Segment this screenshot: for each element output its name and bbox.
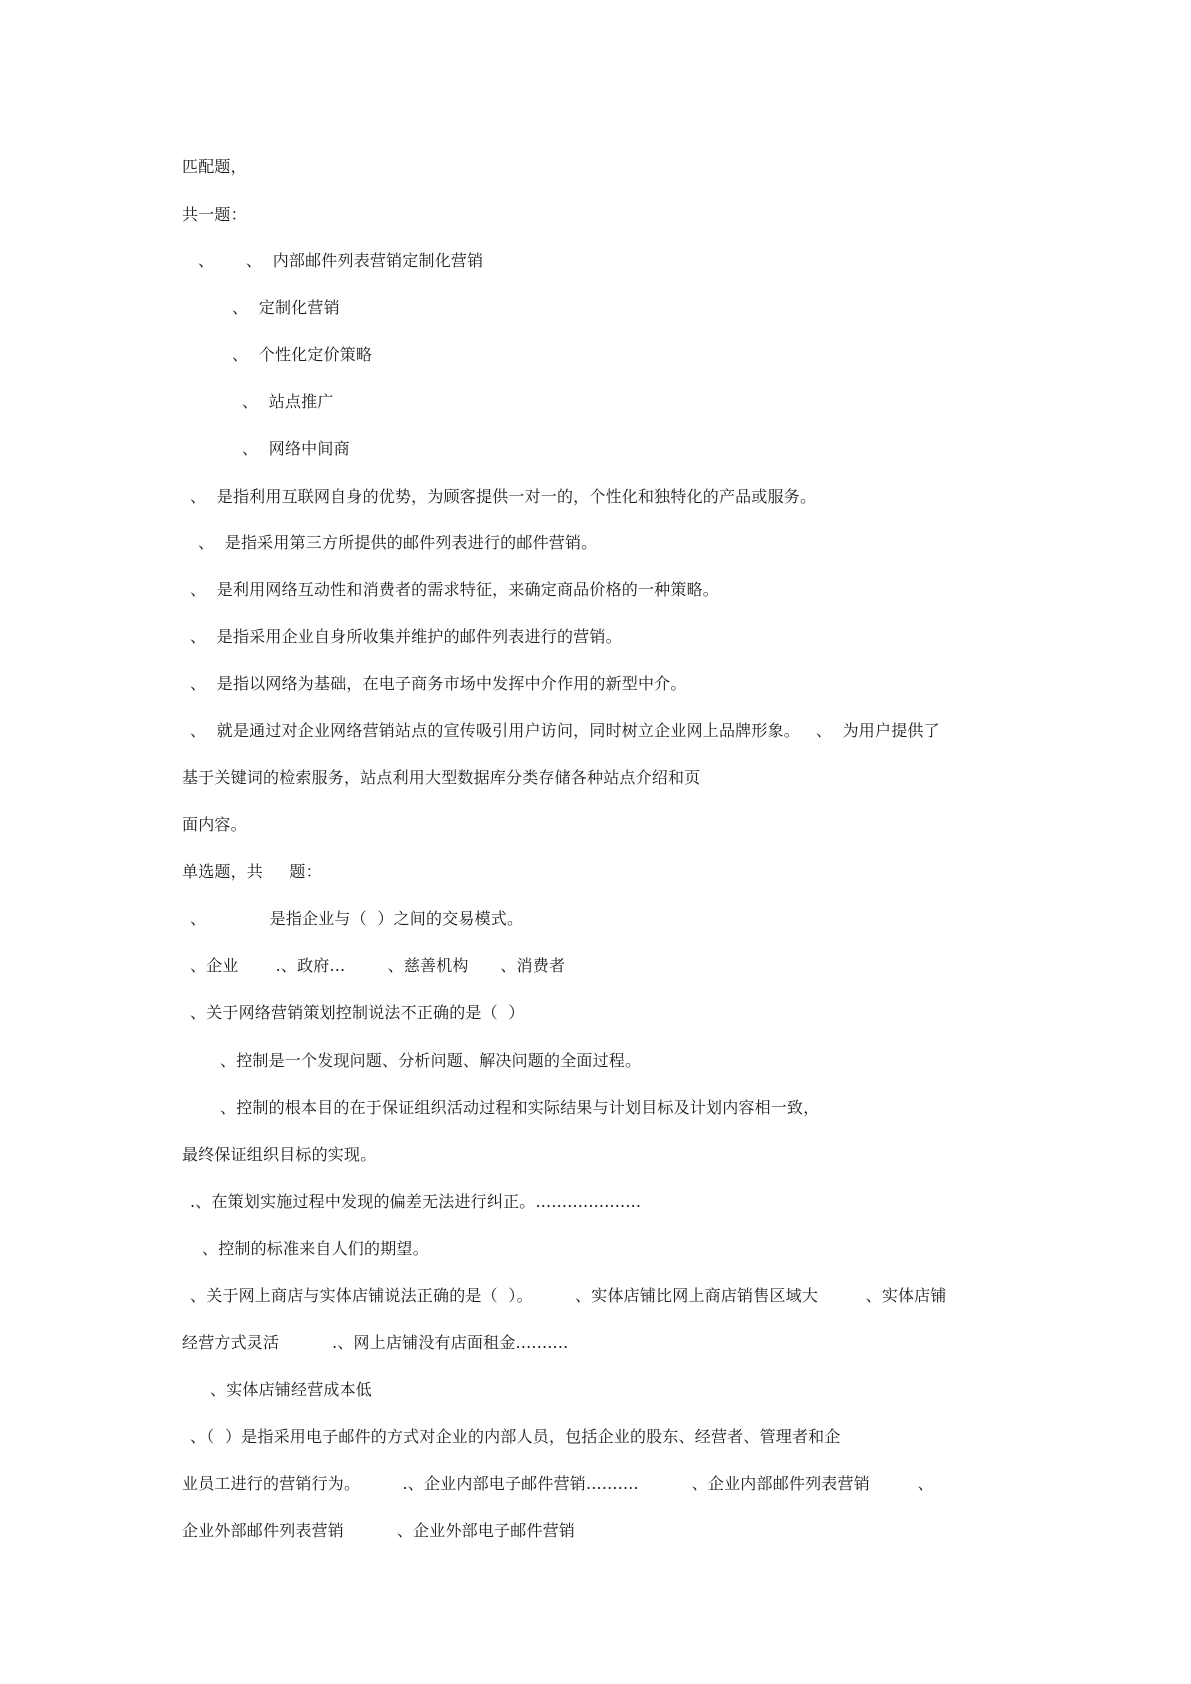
option-line: 、 定制化营销 (232, 298, 340, 317)
answer-options: 经营方式灵活 .、网上店铺没有店面租金.......... (182, 1333, 569, 1352)
option-line: 、 站点推广 (242, 392, 334, 411)
question-line: 、（ ）是指采用电子邮件的方式对企业的内部人员，包括企业的股东、经营者、管理者和企 (190, 1427, 841, 1446)
answer-option: .、在策划实施过程中发现的偏差无法进行纠正。.................... (190, 1192, 642, 1211)
answer-option: 、控制的标准来自人们的期望。 (202, 1239, 429, 1258)
answer-option: 、控制的根本目的在于保证组织活动过程和实际结果与计划目标及计划内容相一致， (220, 1098, 820, 1117)
question-line: 、关于网络营销策划控制说法不正确的是（ ） (190, 1003, 525, 1022)
section-heading-matching: 匹配题， (182, 157, 247, 176)
answer-option: 、控制是一个发现问题、分析问题、解决问题的全面过程。 (220, 1051, 642, 1070)
option-line: 、 、 内部邮件列表营销定制化营销 (198, 251, 484, 270)
section-heading-single-choice: 单选题，共 题： (182, 862, 322, 881)
question-line: 、 是利用网络互动性和消费者的需求特征，来确定商品价格的一种策略。 (190, 580, 719, 599)
question-line: 、 是指采用第三方所提供的邮件列表进行的邮件营销。 (198, 533, 598, 552)
section-count: 共一题： (182, 205, 247, 224)
option-line: 、 网络中间商 (242, 439, 350, 458)
option-line: 、 个性化定价策略 (232, 345, 373, 364)
question-line: 、关于网上商店与实体店铺说法正确的是（ ）。 、实体店铺比网上商店销售区域大 、实体店铺 (190, 1286, 947, 1305)
question-line: 面内容。 (182, 815, 247, 834)
question-line: 、 是指企业与（ ）之间的交易模式。 (190, 909, 524, 928)
question-line: 、 就是通过对企业网络营销站点的宣传吸引用户访问，同时树立企业网上品牌形象。 、 为用户提供了 (190, 721, 940, 740)
question-line: 、 是指采用企业自身所收集并维护的邮件列表进行的营销。 (190, 627, 622, 646)
answer-options: 企业外部邮件列表营销 、企业外部电子邮件营销 (182, 1521, 576, 1540)
answer-option: 最终保证组织目标的实现。 (182, 1145, 377, 1164)
question-line: 、 是指以网络为基础，在电子商务市场中发挥中介作用的新型中介。 (190, 674, 687, 693)
answer-option: 、实体店铺经营成本低 (210, 1380, 373, 1399)
answer-options: 、企业 .、政府... 、慈善机构 、消费者 (190, 956, 566, 975)
answer-options: 业员工进行的营销行为。 .、企业内部电子邮件营销.......... 、企业内部邮件列表营销 、 (182, 1474, 934, 1493)
question-line: 、 是指利用互联网自身的优势，为顾客提供一对一的，个性化和独特化的产品或服务。 (190, 487, 817, 506)
question-line: 基于关键词的检索服务，站点利用大型数据库分类存储各种站点介绍和页 (182, 768, 701, 787)
